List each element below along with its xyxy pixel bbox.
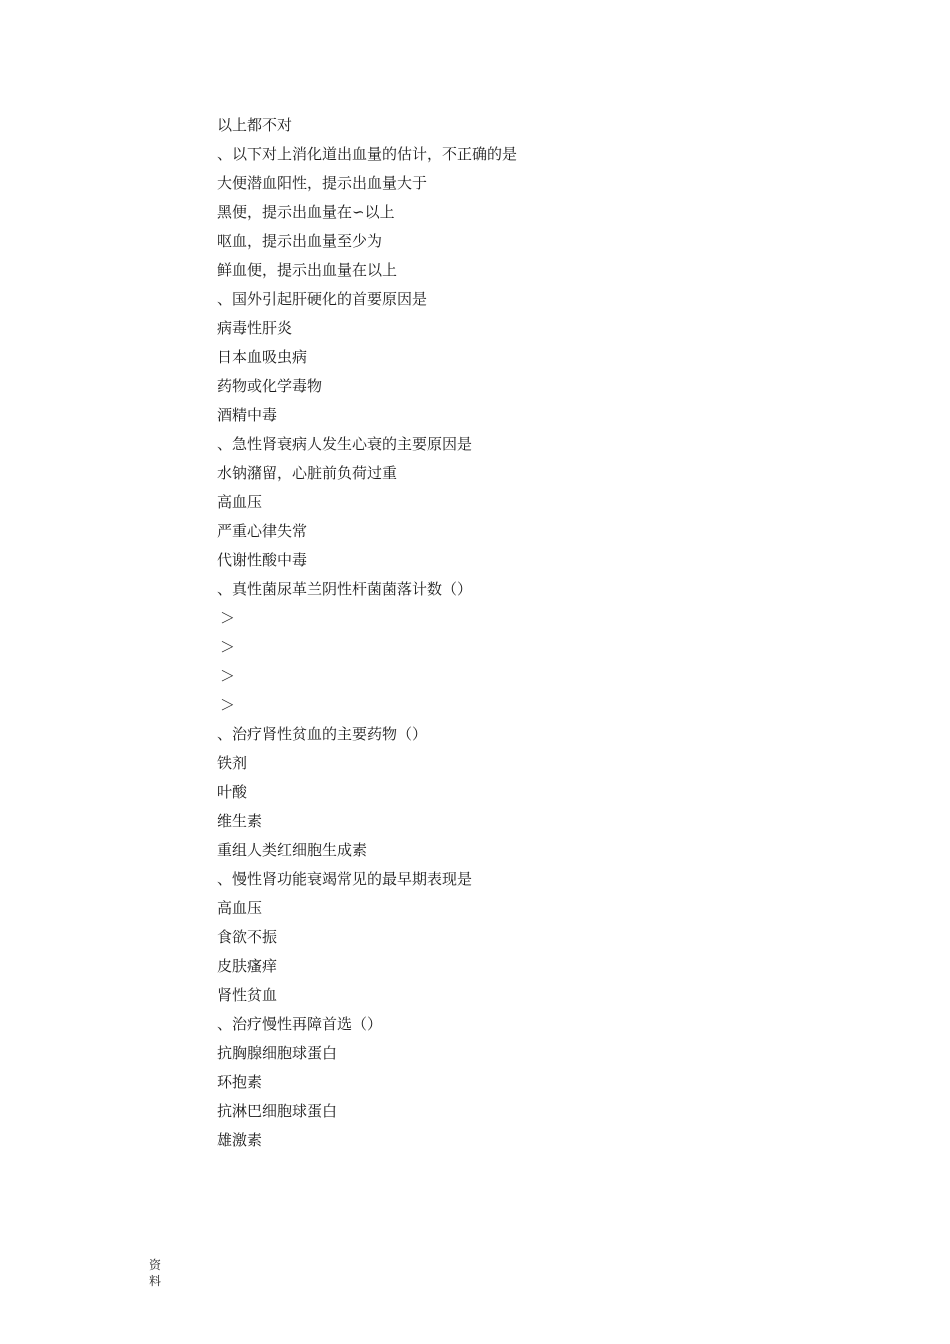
question-line: 、真性菌尿革兰阴性杆菌菌落计数（） (217, 580, 473, 598)
option-line: 黑便，提示出血量在∽以上 (217, 203, 395, 221)
question-line: 、国外引起肝硬化的首要原因是 (217, 290, 428, 308)
option-line: ＞ (220, 638, 236, 656)
question-line: 、急性肾衰病人发生心衰的主要原因是 (217, 435, 473, 453)
option-line: 酒精中毒 (217, 406, 278, 424)
option-line: 雄激素 (217, 1131, 263, 1149)
option-line: 病毒性肝炎 (217, 319, 293, 337)
option-line: 鲜血便，提示出血量在以上 (217, 261, 398, 279)
option-line: ＞ (220, 667, 236, 685)
option-line: 严重心律失常 (217, 522, 308, 540)
question-line: 、治疗肾性贫血的主要药物（） (217, 725, 428, 743)
option-line: 肾性贫血 (217, 986, 278, 1004)
option-line: 高血压 (217, 493, 263, 511)
option-line: 叶酸 (217, 783, 248, 801)
option-line: 代谢性酸中毒 (217, 551, 308, 569)
option-line: ＞ (220, 696, 236, 714)
option-line: 高血压 (217, 899, 263, 917)
footer-char: 料 (149, 1274, 162, 1288)
option-line: 铁剂 (217, 754, 248, 772)
option-line: 环抱素 (217, 1073, 263, 1091)
option-line: 大便潜血阳性，提示出血量大于 (217, 174, 428, 192)
option-line: 水钠潴留，心脏前负荷过重 (217, 464, 398, 482)
footer-char: 资 (149, 1258, 162, 1272)
option-line: 药物或化学毒物 (217, 377, 323, 395)
option-line: 抗胸腺细胞球蛋白 (217, 1044, 338, 1062)
question-line: 、以下对上消化道出血量的估计，不正确的是 (217, 145, 518, 163)
option-line: 重组人类红细胞生成素 (217, 841, 368, 859)
page-footer (149, 1257, 165, 1289)
option-line: 日本血吸虫病 (217, 348, 308, 366)
option-line: 抗淋巴细胞球蛋白 (217, 1102, 338, 1120)
text-line: 以上都不对 (217, 116, 293, 134)
option-line: 食欲不振 (217, 928, 278, 946)
option-line: 维生素 (217, 812, 263, 830)
option-line: 皮肤瘙痒 (217, 957, 278, 975)
question-line: 、慢性肾功能衰竭常见的最早期表现是 (217, 870, 473, 888)
document-body (217, 111, 857, 1155)
question-line: 、治疗慢性再障首选（） (217, 1015, 383, 1033)
option-line: ＞ (220, 609, 236, 627)
option-line: 呕血，提示出血量至少为 (217, 232, 383, 250)
